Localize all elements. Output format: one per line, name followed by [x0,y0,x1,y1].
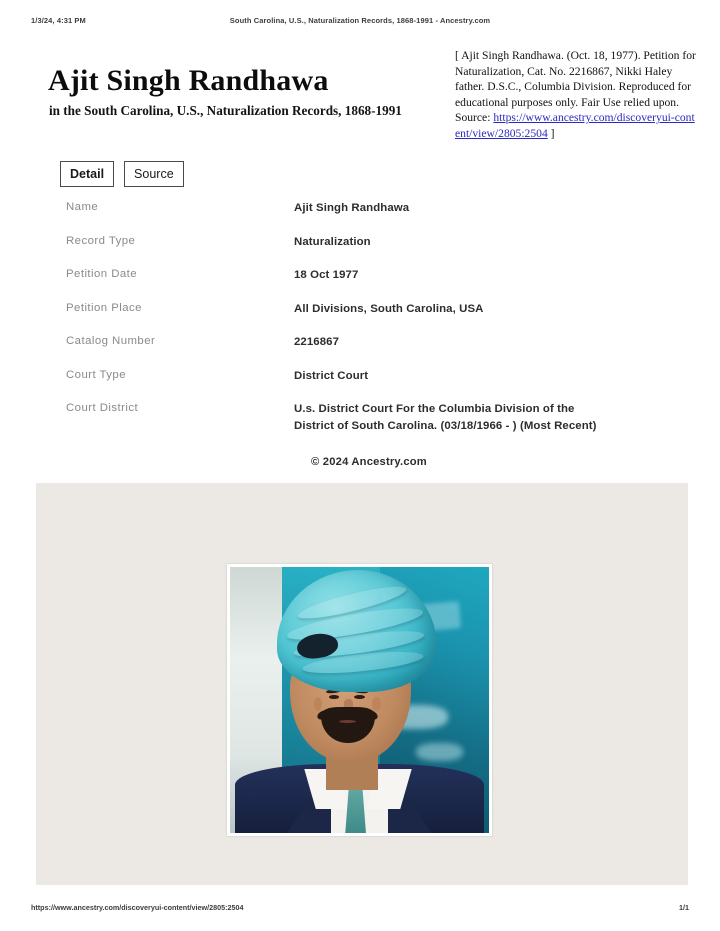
print-header [0,16,720,30]
table-row [66,200,666,217]
detail-value-court-type: District Court [294,369,369,382]
table-row [66,368,666,385]
tab-source[interactable] [124,161,184,187]
table-row [66,301,666,318]
print-header-title: South Carolina, U.S., Naturalization Records, 1868-1991 - Ancestry.com [229,16,491,25]
print-footer-page: 1/1 [679,903,689,912]
detail-label-catalog-number: Catalog Number [66,335,156,347]
court-district-line-1: U.s. District Court For the Columbia Division of the [294,403,575,415]
portrait-photo [230,567,489,833]
detail-value-name: Ajit Singh Randhawa [294,202,410,214]
detail-label-court-district: Court District [66,402,139,414]
annotation-text-before: [ Ajit Singh Randhawa. (Oct. 18, 1977). Petition for Naturalization, Cat. No. 2216867, Nikki Haley father. D.S.C., Columbia Division. Reproduced for educational purposes only. Fair Use relied upon. Source: [455,49,696,125]
ear-left [314,697,323,711]
detail-label-petition-place: Petition Place [66,301,142,314]
eye-left [329,695,340,699]
court-district-line-2: District of South Carolina. (03/18/1966 - ) (Most Recent) [294,420,597,432]
record-detail-table [66,200,666,443]
detail-value-catalog-number: 2216867 [294,336,340,348]
print-footer-url: https://www.ancestry.com/discoveryui-content/view/2805:2504 [31,903,244,912]
print-header-timestamp: 1/3/24, 4:31 PM [31,16,86,25]
detail-value-petition-place: All Divisions, South Carolina, USA [294,302,484,315]
copyright-text: © 2024 Ancestry.com [311,456,427,468]
detail-label-record-type: Record Type [66,234,136,247]
annotation-note [455,48,697,142]
annotation-source-link[interactable]: https://www.ancestry.com/discoveryui-content/view/2805:2504 [455,111,695,140]
ear-right [372,697,381,711]
table-row [66,334,666,351]
page-title: Ajit Singh Randhawa [48,64,329,97]
detail-value-petition-date: 18 Oct 1977 [294,269,359,281]
record-image-panel [36,483,688,885]
beard [321,707,375,743]
table-row [66,234,666,251]
detail-value-court-district [294,401,666,435]
page-subtitle: in the South Carolina, U.S., Naturalization Records, 1868-1991 [49,103,402,118]
eye-right [354,695,365,699]
annotation-text-after: ] [547,126,555,140]
copyright-notice [0,456,720,468]
table-row [66,401,666,435]
tab-strip [60,161,184,187]
tab-detail[interactable] [60,161,114,187]
tab-source-label: Source [134,167,174,181]
detail-label-court-type: Court Type [66,368,127,381]
print-footer [0,903,720,917]
detail-value-record-type: Naturalization [294,235,371,248]
detail-label-name: Name [66,201,99,213]
table-row [66,267,666,284]
photo-highlight-2 [416,743,463,762]
tab-detail-label: Detail [70,167,105,181]
detail-label-petition-date: Petition Date [66,268,138,280]
portrait-frame [227,564,492,836]
